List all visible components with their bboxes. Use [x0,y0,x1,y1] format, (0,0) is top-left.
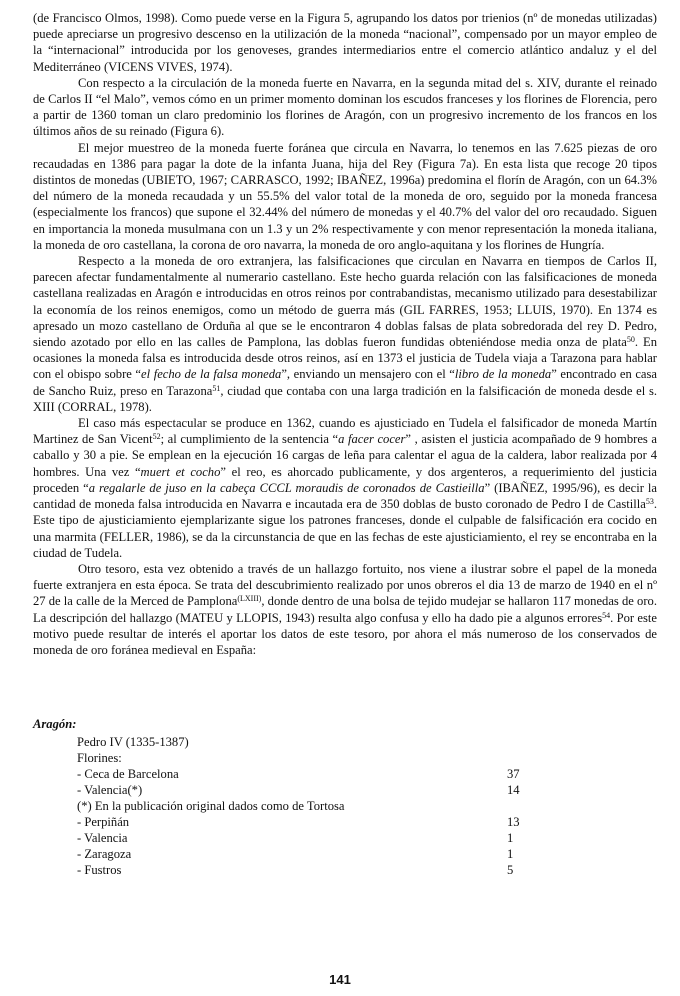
text-run: . En ocasiones la moneda falsa es introducida desde otros reinos, así en 1373 el justicia de Tudela viaja a Tarazona para hablar con el obispo sobre “ [33,335,657,382]
list-item [33,766,657,782]
item-label: - Fustros [77,863,122,877]
text-run: ” encontrado en casa de Sancho Ruiz, preso en Tarazona [33,367,658,398]
list-item [33,782,657,798]
page-number: 141 [329,972,351,987]
quote: el fecho de la falsa moneda [141,367,282,382]
footnote-ref: (LXIII) [237,594,262,604]
paragraph-1: (de Francisco Olmos, 1998). Como puede verse en la Figura 5, agrupando los datos por trienios (nº de monedas utilizadas) puede apreciarse un progresivo descenso en la utilización de la moneda “nacional”, compensado por un mayor empleo de la “internacional” introducida por los genoveses, grandes intermediarios entre el comercio atlántico andaluz y el del Mediterráneo (VICENS VIVES, 1974). [33,11,657,74]
text-run: El caso más espectacular se produce en 1362, cuando es ajusticiado en Tudela el falsificador de moneda Martín Martinez de San Vicent [33,416,657,447]
list-item [33,846,657,862]
item-label: - Ceca de Barcelona [77,767,179,781]
quote: a facer cocer [338,432,406,447]
paragraph-6 [33,561,657,658]
coin-list [33,716,657,878]
footnote-ref: 50 [626,335,635,345]
king-label: Pedro IV (1335-1387) [77,735,189,749]
region-heading: Aragón: [33,717,77,731]
item-count: 37 [507,767,520,781]
quote: muert et cocho [140,464,221,479]
quote: a regalarle de juso en la cabeça CCCL moraudis de coronados de Castieilla [88,480,485,495]
item-count: 14 [507,783,520,797]
quote: libro de la moneda [454,367,552,382]
item-count: 5 [507,863,514,877]
paragraph-5 [33,415,657,561]
text-run: . Por este motivo puede resultar de interés el aportar los datos de este tesoro, por ahora el más numeroso de los conservados de moneda de oro foránea medieval en España: [33,610,657,657]
footnote-ref: 51 [212,383,221,393]
text-run: ” , asisten el justicia acompañado de 9 hombres a caballo y 30 a pie. Se emplean en la ejecución 16 cargas de leña para calentar el agua de la caldera, labor realizada por 4 hombres. Una vez “ [33,432,657,479]
list-note [33,798,657,814]
text-run: . Este tipo de ajusticiamiento ejemplarizante sigue los patrones franceses, donde el culpable de falsificación era cocido en una marmita (FELLER, 1986), se da la circunstancia de que en las fechas de este ajusticiamiento, el rey se encontraba en la ciudad de Tudela. [33,497,657,560]
item-label: - Perpiñán [77,815,130,829]
item-count: 13 [507,815,520,829]
text-run: ; al cumplimiento de la sentencia “ [160,432,339,447]
text-run: ” el reo, es ahorcado publicamente, y dos argenteros, a requerimiento del justicia proceden “ [33,464,657,495]
list-item [33,830,657,846]
item-label: (*) En la publicación original dados como de Tortosa [77,799,345,813]
paragraph-2: Con respecto a la circulación de la moneda fuerte en Navarra, en la segunda mitad del s. XIV, durante el reinado de Carlos II “el Malo”, vemos cómo en un primer momento dominan los escudos franceses y los florines de Florencia, pero a partir de 1360 toman un claro predominio los florines de Aragón, con un progresivo incremento de los francos en los últimos años de su reinado (Figura 6). [33,75,657,139]
footnote-ref: 52 [152,432,161,442]
footnote-ref: 53 [645,497,654,507]
paragraph-4 [33,253,657,415]
text-run: ”, enviando un mensajero con el “ [281,367,455,382]
list-item [33,814,657,830]
text-run: ” (IBAÑEZ, 1995/96), es decir la cantidad de moneda falsa introducida en Navarra e incautada era de 350 doblas de busto coronado de Pedro I de Castilla [33,480,657,512]
text-run: Otro tesoro, esta vez obtenido a través de un hallazgo fortuito, nos viene a ilustrar sobre el papel de la moneda fuerte extranjera en esta época. Se trata del descubrimiento realizado por unos obreros el dia 13 de marzo de 1940 en el nº 27 de la calle de la Merced de Pamplona [33,561,657,609]
body-text [33,10,657,658]
text-run: , ciudad que contaba con una larga tradición en la falsificación de moneda desde el s. XIII (CORRAL, 1978). [33,383,657,414]
item-count: 1 [507,847,514,861]
subheading: Florines: [77,751,122,765]
text-run: , donde dentro de una bolsa de tejido mudejar se hallaron 117 monedas de oro. La descripción del hallazgo (MATEU y LLOPIS, 1943) resulta algo confusa y ello ha dado pie a algunos errores [33,594,657,625]
item-count: 1 [507,831,514,845]
item-label: - Valencia [77,831,128,845]
item-label: - Zaragoza [77,847,132,861]
text-run: Respecto a la moneda de oro extranjera, las falsificaciones que circulan en Navarra en tiempos de Carlos II, parecen afectar fundamentalmente al numerario castellano. Este hecho guarda relación con las falsificaciones de moneda castellana realizadas en Aragón e introducidas en otros reinos por contrabandistas, mecanismo utilizado para desestabilizar la economía de los reinos enemigos, como un método de guerra más (GIL FARRES, 1953; LLUIS, 1970). En 1374 es apresado un mozo castellano de Orduña al que se le encontraron 4 doblas falsas de plata sobredorada del rey D. Pedro, siendo azotado por ello en las calles de Pamplona, las doblas fueron fundidas obteniéndose media onza de plata [33,254,657,350]
item-count [507,798,537,814]
list-item [33,862,657,878]
paragraph-3: El mejor muestreo de la moneda fuerte foránea que circula en Navarra, lo tenemos en las 7.625 piezas de oro recaudadas en 1386 para pagar la dote de la infanta Juana, hija del Rey (Figura 7a). En esta lista que recoge 20 tipos distintos de monedas (UBIETO, 1967; CARRASCO, 1992; IBAÑEZ, 1996a) predomina el florín de Aragón, con un 64.3% del número de la moneda recaudada y un 55.5% del valor total de la moneda de oro, seguido por la moneda francesa (especialmente los francos) que supone el 32.44% del número de monedas y el 40.7% del valor del oro recaudado. Siguen en importancia la moneda musulmana con un 1.3 y un 2% respectivamente y con menor representación la moneda italiana, la moneda de oro castellana, la corona de oro navarra, la moneda de oro anglo-aquitana y los florines de Hungría. [33,140,657,252]
item-label: - Valencia(*) [77,783,143,797]
footnote-ref: 54 [602,610,611,620]
